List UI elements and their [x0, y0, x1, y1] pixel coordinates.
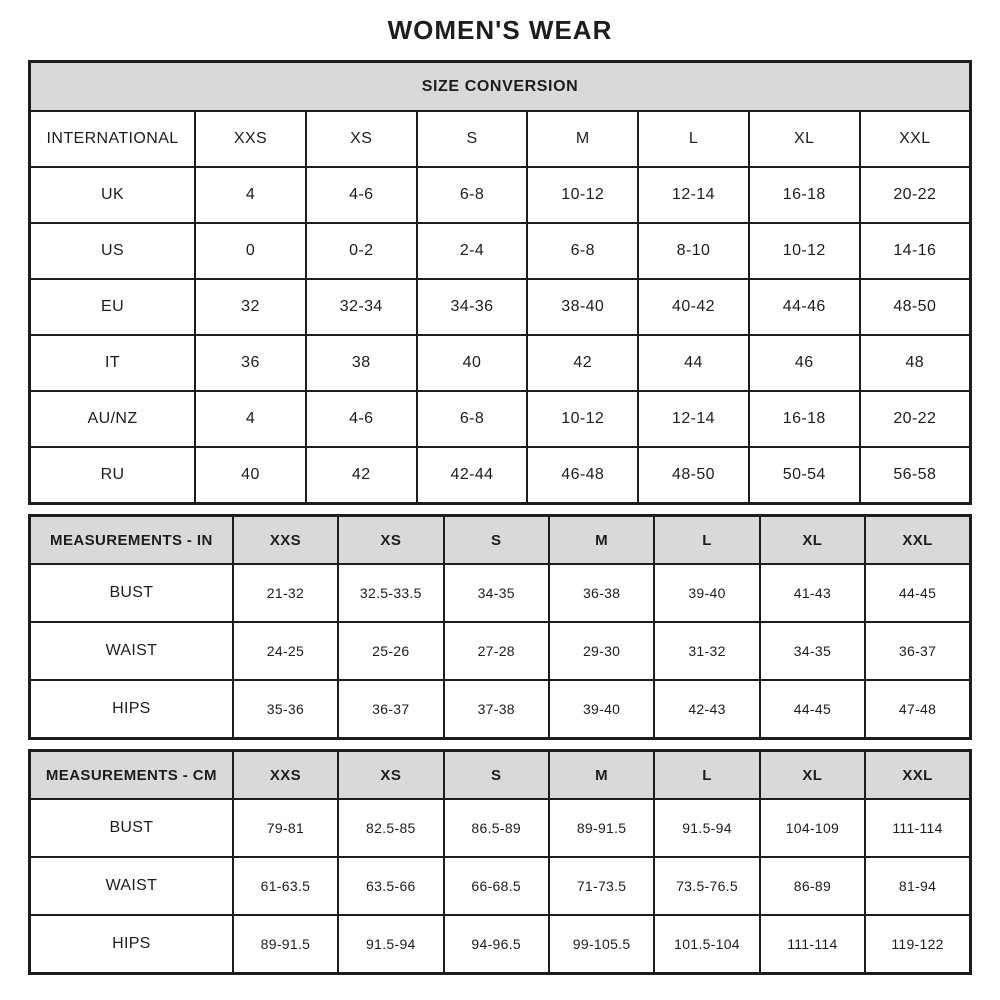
value-cell: 10-12 [527, 391, 638, 447]
value-cell: 89-91.5 [233, 915, 338, 974]
value-cell: 86-89 [760, 857, 865, 915]
value-cell: 37-38 [444, 680, 549, 739]
row-label: WAIST [30, 622, 233, 680]
value-cell: 40 [417, 335, 528, 391]
table-header-row [30, 751, 971, 800]
value-cell: 111-114 [865, 799, 970, 857]
value-cell: 31-32 [654, 622, 759, 680]
value-cell: 12-14 [638, 167, 749, 223]
column-header-size: S [417, 111, 528, 167]
value-cell: 20-22 [860, 167, 971, 223]
table-header-row [30, 516, 971, 565]
value-cell: 34-35 [444, 564, 549, 622]
value-cell: 42-43 [654, 680, 759, 739]
value-cell: 10-12 [527, 167, 638, 223]
value-cell: 39-40 [549, 680, 654, 739]
column-header-size: L [638, 111, 749, 167]
column-header-size: XXL [865, 516, 970, 565]
column-header-size: XXS [233, 516, 338, 565]
measurements-in-table [28, 514, 972, 740]
value-cell: 86.5-89 [444, 799, 549, 857]
value-cell: 63.5-66 [338, 857, 443, 915]
row-label: HIPS [30, 915, 233, 974]
table-row [30, 680, 971, 739]
column-header-size: XL [749, 111, 860, 167]
measurements-cm-table [28, 749, 972, 975]
row-label: US [30, 223, 196, 279]
row-label: UK [30, 167, 196, 223]
value-cell: 38 [306, 335, 417, 391]
value-cell: 66-68.5 [444, 857, 549, 915]
row-label: BUST [30, 799, 233, 857]
column-header-size: M [527, 111, 638, 167]
value-cell: 61-63.5 [233, 857, 338, 915]
value-cell: 34-35 [760, 622, 865, 680]
value-cell: 4 [195, 167, 306, 223]
table-row [30, 564, 971, 622]
value-cell: 32-34 [306, 279, 417, 335]
column-header-size: L [654, 516, 759, 565]
value-cell: 4 [195, 391, 306, 447]
column-header-size: XL [760, 516, 865, 565]
value-cell: 21-32 [233, 564, 338, 622]
value-cell: 82.5-85 [338, 799, 443, 857]
value-cell: 6-8 [527, 223, 638, 279]
table-row [30, 915, 971, 974]
table-row [30, 391, 971, 447]
value-cell: 24-25 [233, 622, 338, 680]
table-header-row [30, 111, 971, 167]
value-cell: 0 [195, 223, 306, 279]
value-cell: 56-58 [860, 447, 971, 504]
row-label: EU [30, 279, 196, 335]
row-label: RU [30, 447, 196, 504]
value-cell: 94-96.5 [444, 915, 549, 974]
row-label: AU/NZ [30, 391, 196, 447]
table-row [30, 335, 971, 391]
column-header-size: XS [338, 751, 443, 800]
column-header-size: XXS [233, 751, 338, 800]
value-cell: 25-26 [338, 622, 443, 680]
value-cell: 81-94 [865, 857, 970, 915]
value-cell: 48 [860, 335, 971, 391]
column-header-size: S [444, 516, 549, 565]
value-cell: 46-48 [527, 447, 638, 504]
table-title: SIZE CONVERSION [30, 62, 971, 112]
value-cell: 0-2 [306, 223, 417, 279]
value-cell: 42 [527, 335, 638, 391]
value-cell: 2-4 [417, 223, 528, 279]
row-label: IT [30, 335, 196, 391]
size-conversion-table [28, 60, 972, 505]
page-title: WOMEN'S WEAR [387, 15, 613, 45]
table-title-row [30, 62, 971, 112]
value-cell: 4-6 [306, 391, 417, 447]
value-cell: 50-54 [749, 447, 860, 504]
table-row [30, 447, 971, 504]
column-header-size: S [444, 751, 549, 800]
value-cell: 91.5-94 [654, 799, 759, 857]
value-cell: 48-50 [638, 447, 749, 504]
value-cell: 36-38 [549, 564, 654, 622]
column-header-size: XXS [195, 111, 306, 167]
value-cell: 42-44 [417, 447, 528, 504]
value-cell: 40 [195, 447, 306, 504]
value-cell: 32.5-33.5 [338, 564, 443, 622]
value-cell: 14-16 [860, 223, 971, 279]
column-header-size: XXL [865, 751, 970, 800]
value-cell: 16-18 [749, 391, 860, 447]
row-label: HIPS [30, 680, 233, 739]
table-row [30, 167, 971, 223]
value-cell: 39-40 [654, 564, 759, 622]
table-title: MEASUREMENTS - CM [30, 751, 233, 800]
value-cell: 44-46 [749, 279, 860, 335]
value-cell: 71-73.5 [549, 857, 654, 915]
value-cell: 47-48 [865, 680, 970, 739]
column-header-size: M [549, 751, 654, 800]
value-cell: 101.5-104 [654, 915, 759, 974]
value-cell: 104-109 [760, 799, 865, 857]
value-cell: 27-28 [444, 622, 549, 680]
value-cell: 34-36 [417, 279, 528, 335]
column-header-size: XS [306, 111, 417, 167]
value-cell: 12-14 [638, 391, 749, 447]
column-header-size: XL [760, 751, 865, 800]
table-row [30, 799, 971, 857]
value-cell: 99-105.5 [549, 915, 654, 974]
table-row [30, 279, 971, 335]
value-cell: 10-12 [749, 223, 860, 279]
value-cell: 36-37 [865, 622, 970, 680]
value-cell: 46 [749, 335, 860, 391]
value-cell: 44 [638, 335, 749, 391]
value-cell: 20-22 [860, 391, 971, 447]
table-row [30, 223, 971, 279]
column-header-size: XS [338, 516, 443, 565]
row-label: BUST [30, 564, 233, 622]
value-cell: 8-10 [638, 223, 749, 279]
table-title: MEASUREMENTS - IN [30, 516, 233, 565]
value-cell: 6-8 [417, 391, 528, 447]
value-cell: 44-45 [865, 564, 970, 622]
value-cell: 111-114 [760, 915, 865, 974]
value-cell: 32 [195, 279, 306, 335]
value-cell: 40-42 [638, 279, 749, 335]
value-cell: 38-40 [527, 279, 638, 335]
value-cell: 35-36 [233, 680, 338, 739]
value-cell: 91.5-94 [338, 915, 443, 974]
column-header-size: L [654, 751, 759, 800]
value-cell: 16-18 [749, 167, 860, 223]
value-cell: 42 [306, 447, 417, 504]
column-header-international: INTERNATIONAL [30, 111, 196, 167]
value-cell: 79-81 [233, 799, 338, 857]
value-cell: 41-43 [760, 564, 865, 622]
column-header-size: M [549, 516, 654, 565]
column-header-size: XXL [860, 111, 971, 167]
value-cell: 6-8 [417, 167, 528, 223]
value-cell: 48-50 [860, 279, 971, 335]
value-cell: 73.5-76.5 [654, 857, 759, 915]
value-cell: 119-122 [865, 915, 970, 974]
value-cell: 36 [195, 335, 306, 391]
value-cell: 29-30 [549, 622, 654, 680]
value-cell: 89-91.5 [549, 799, 654, 857]
row-label: WAIST [30, 857, 233, 915]
table-row [30, 622, 971, 680]
table-row [30, 857, 971, 915]
value-cell: 4-6 [306, 167, 417, 223]
value-cell: 44-45 [760, 680, 865, 739]
value-cell: 36-37 [338, 680, 443, 739]
